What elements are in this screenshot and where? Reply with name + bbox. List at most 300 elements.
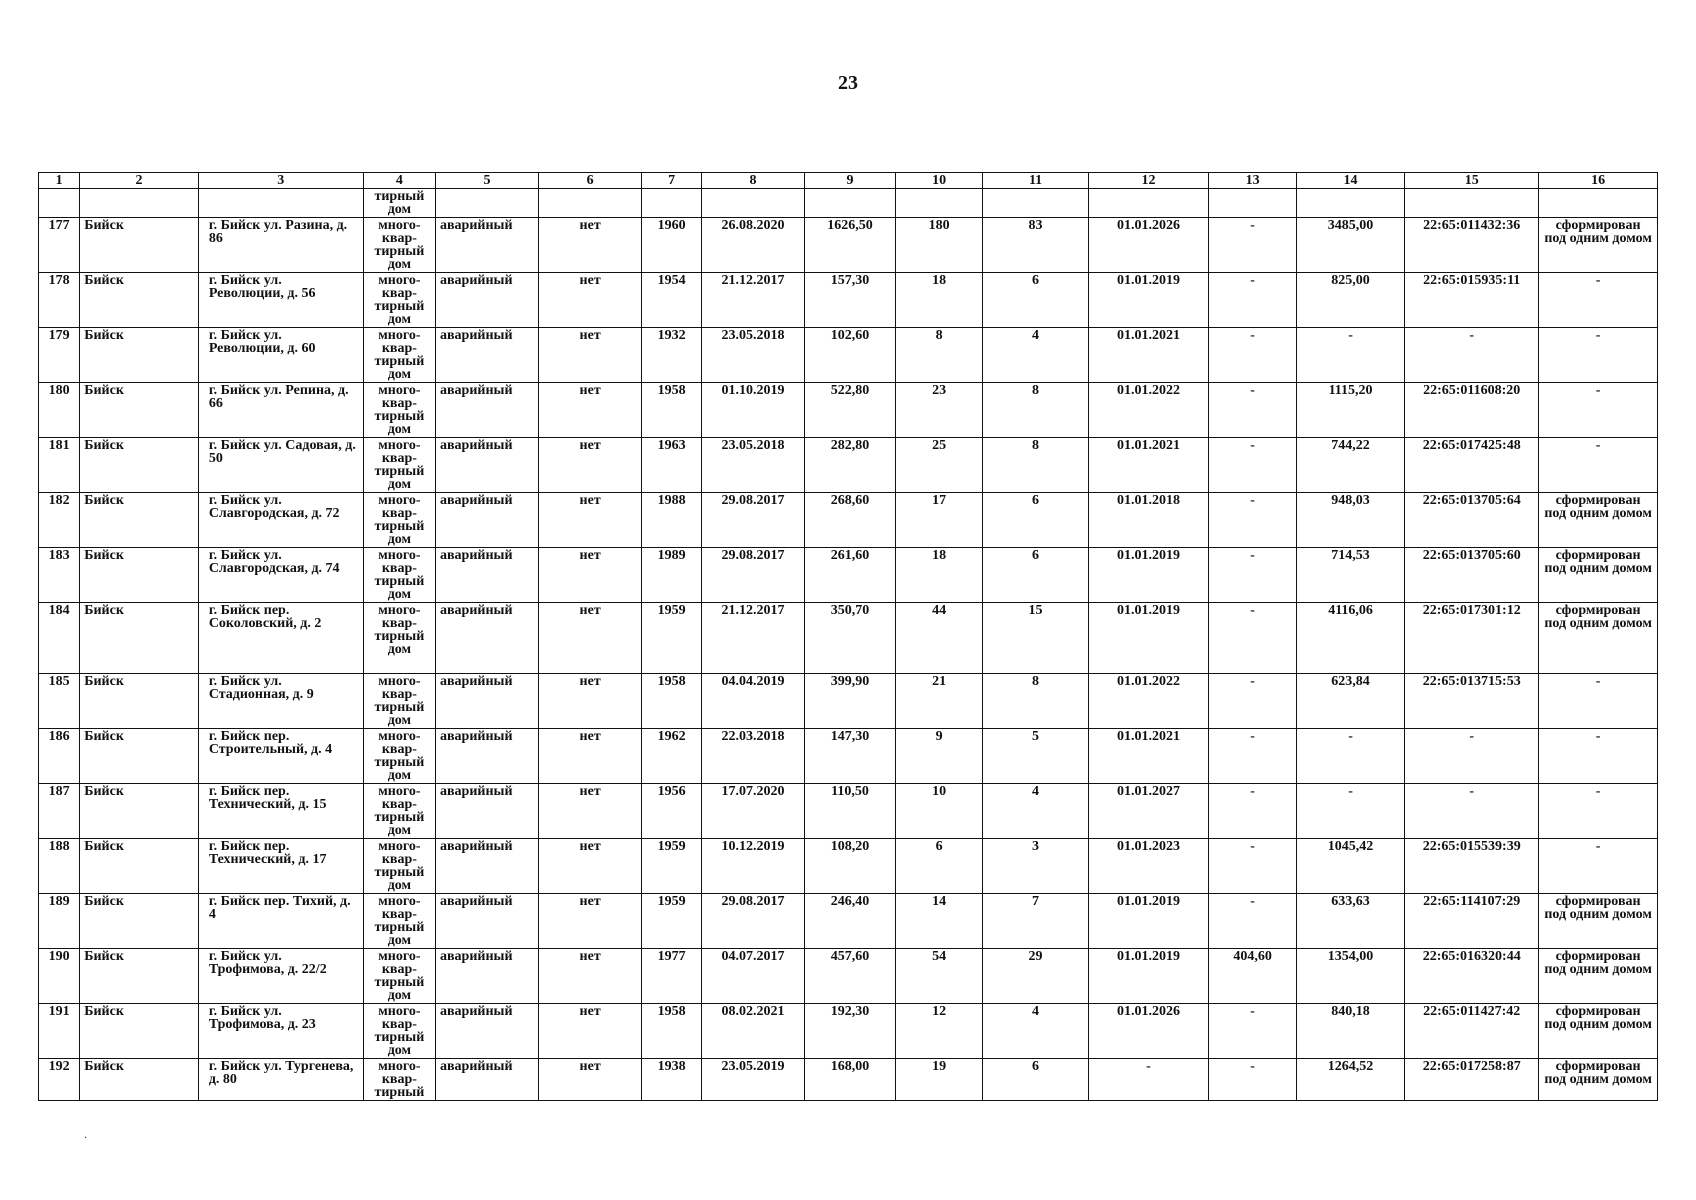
cadastral-number-cell: - bbox=[1405, 784, 1539, 839]
cadastral-number-cell: 22:65:017258:87 bbox=[1405, 1059, 1539, 1101]
year-cell: 1959 bbox=[642, 603, 702, 674]
type-line: тирный bbox=[374, 519, 425, 534]
type-line: тирный bbox=[374, 1085, 425, 1100]
row-number: 192 bbox=[39, 1059, 80, 1101]
column-number: 1 bbox=[39, 173, 80, 189]
type-line: дом bbox=[387, 202, 412, 217]
note-cell: сформирован под одним домом bbox=[1539, 894, 1658, 949]
cadastral-number-cell: 22:65:013705:64 bbox=[1405, 493, 1539, 548]
type-line: тирный bbox=[374, 700, 425, 715]
type-line: дом bbox=[387, 477, 412, 492]
land-area-cell: 1354,00 bbox=[1296, 949, 1404, 1004]
address-cell: г. Бийск ул. Садовая, д. 50 bbox=[198, 438, 363, 493]
deadline-cell: 01.01.2022 bbox=[1088, 674, 1209, 729]
note-cell: сформирован под одним домом bbox=[1539, 603, 1658, 674]
land-area-cell: 840,18 bbox=[1296, 1004, 1404, 1059]
type-line: квар- bbox=[381, 907, 417, 922]
table-row bbox=[39, 273, 1658, 328]
column-number: 9 bbox=[805, 173, 896, 189]
column-number: 16 bbox=[1539, 173, 1658, 189]
city-cell: Бийск bbox=[80, 328, 199, 383]
land-area-cell: 714,53 bbox=[1296, 548, 1404, 603]
flag-cell: нет bbox=[539, 218, 642, 273]
page-number: 23 bbox=[838, 72, 858, 94]
area-cell: 102,60 bbox=[805, 328, 896, 383]
city-cell: Бийск bbox=[80, 603, 199, 674]
type-line: дом bbox=[387, 312, 412, 327]
residents-cell: 23 bbox=[895, 383, 983, 438]
land-area-cell: - bbox=[1296, 729, 1404, 784]
column-number-row bbox=[39, 173, 1658, 189]
date-cell: 01.10.2019 bbox=[701, 383, 804, 438]
note-cell: - bbox=[1539, 383, 1658, 438]
date-cell: 23.05.2018 bbox=[701, 328, 804, 383]
column-13-cell: - bbox=[1209, 603, 1297, 674]
address-cell: г. Бийск пер. Соколовский, д. 2 bbox=[198, 603, 363, 674]
status-cell: аварийный bbox=[435, 603, 538, 674]
date-cell: 29.08.2017 bbox=[701, 548, 804, 603]
cell bbox=[1209, 189, 1297, 218]
year-cell: 1958 bbox=[642, 383, 702, 438]
date-cell: 04.04.2019 bbox=[701, 674, 804, 729]
type-line: много- bbox=[378, 493, 421, 508]
type-line: квар- bbox=[381, 797, 417, 812]
year-cell: 1959 bbox=[642, 894, 702, 949]
row-number: 183 bbox=[39, 548, 80, 603]
residents-cell: 18 bbox=[895, 548, 983, 603]
type-line: много- bbox=[378, 1059, 421, 1074]
date-cell: 17.07.2020 bbox=[701, 784, 804, 839]
note-cell: - bbox=[1539, 674, 1658, 729]
row-number: 181 bbox=[39, 438, 80, 493]
address-cell: г. Бийск ул. Тургенева, д. 80 bbox=[198, 1059, 363, 1101]
type-line: квар- bbox=[381, 1017, 417, 1032]
flag-cell: нет bbox=[539, 949, 642, 1004]
address-cell: г. Бийск пер. Строительный, д. 4 bbox=[198, 729, 363, 784]
column-13-cell: - bbox=[1209, 839, 1297, 894]
type-line: квар- bbox=[381, 341, 417, 356]
row-number: 191 bbox=[39, 1004, 80, 1059]
type-line: много- bbox=[378, 784, 421, 799]
type-line: квар- bbox=[381, 451, 417, 466]
deadline-cell: 01.01.2019 bbox=[1088, 949, 1209, 1004]
cell bbox=[805, 189, 896, 218]
note-cell: сформирован под одним домом bbox=[1539, 218, 1658, 273]
city-cell: Бийск bbox=[80, 674, 199, 729]
building-type-cell bbox=[363, 328, 435, 383]
column-13-cell: - bbox=[1209, 273, 1297, 328]
column-number: 10 bbox=[895, 173, 983, 189]
row-number: 177 bbox=[39, 218, 80, 273]
rooms-cell: 6 bbox=[983, 548, 1088, 603]
residents-cell: 6 bbox=[895, 839, 983, 894]
area-cell: 168,00 bbox=[805, 1059, 896, 1101]
cadastral-number-cell: 22:65:114107:29 bbox=[1405, 894, 1539, 949]
column-number: 7 bbox=[642, 173, 702, 189]
row-number: 187 bbox=[39, 784, 80, 839]
rooms-cell: 4 bbox=[983, 328, 1088, 383]
cadastral-number-cell: 22:65:015935:11 bbox=[1405, 273, 1539, 328]
flag-cell: нет bbox=[539, 1004, 642, 1059]
flag-cell: нет bbox=[539, 729, 642, 784]
column-13-cell: - bbox=[1209, 218, 1297, 273]
column-13-cell: - bbox=[1209, 328, 1297, 383]
residents-cell: 10 bbox=[895, 784, 983, 839]
emergency-housing-table bbox=[38, 172, 1658, 1101]
residents-cell: 54 bbox=[895, 949, 983, 1004]
deadline-cell: 01.01.2023 bbox=[1088, 839, 1209, 894]
type-line: дом bbox=[387, 713, 412, 728]
building-type-cell bbox=[363, 729, 435, 784]
column-number: 15 bbox=[1405, 173, 1539, 189]
city-cell: Бийск bbox=[80, 548, 199, 603]
column-13-cell: - bbox=[1209, 784, 1297, 839]
table-row bbox=[39, 218, 1658, 273]
type-line: тирный bbox=[374, 354, 425, 369]
flag-cell: нет bbox=[539, 493, 642, 548]
date-cell: 10.12.2019 bbox=[701, 839, 804, 894]
type-line: тирный bbox=[374, 189, 425, 204]
city-cell: Бийск bbox=[80, 218, 199, 273]
building-type-cell bbox=[363, 218, 435, 273]
status-cell: аварийный bbox=[435, 894, 538, 949]
rooms-cell: 6 bbox=[983, 493, 1088, 548]
year-cell: 1963 bbox=[642, 438, 702, 493]
building-type-cell bbox=[363, 603, 435, 674]
column-number: 4 bbox=[363, 173, 435, 189]
type-line: дом bbox=[387, 257, 412, 272]
row-number: 179 bbox=[39, 328, 80, 383]
year-cell: 1960 bbox=[642, 218, 702, 273]
building-type-cell bbox=[363, 949, 435, 1004]
year-cell: 1989 bbox=[642, 548, 702, 603]
building-type-tail bbox=[363, 189, 435, 218]
type-line: тирный bbox=[374, 810, 425, 825]
residents-cell: 19 bbox=[895, 1059, 983, 1101]
status-cell: аварийный bbox=[435, 729, 538, 784]
type-line: дом bbox=[387, 1043, 412, 1058]
rooms-cell: 4 bbox=[983, 1004, 1088, 1059]
building-type-cell bbox=[363, 784, 435, 839]
deadline-cell: 01.01.2019 bbox=[1088, 548, 1209, 603]
city-cell: Бийск bbox=[80, 839, 199, 894]
date-cell: 29.08.2017 bbox=[701, 493, 804, 548]
address-cell: г. Бийск ул. Стадионная, д. 9 bbox=[198, 674, 363, 729]
note-cell: - bbox=[1539, 729, 1658, 784]
type-line: квар- bbox=[381, 962, 417, 977]
table-row bbox=[39, 729, 1658, 784]
date-cell: 21.12.2017 bbox=[701, 273, 804, 328]
cadastral-number-cell: 22:65:017301:12 bbox=[1405, 603, 1539, 674]
flag-cell: нет bbox=[539, 548, 642, 603]
area-cell: 282,80 bbox=[805, 438, 896, 493]
building-type-cell bbox=[363, 1004, 435, 1059]
rooms-cell: 8 bbox=[983, 438, 1088, 493]
note-cell: сформирован под одним домом bbox=[1539, 1004, 1658, 1059]
type-line: тирный bbox=[374, 975, 425, 990]
note-cell: сформирован под одним домом bbox=[1539, 949, 1658, 1004]
status-cell: аварийный bbox=[435, 273, 538, 328]
address-cell: г. Бийск ул. Славгородская, д. 74 bbox=[198, 548, 363, 603]
year-cell: 1977 bbox=[642, 949, 702, 1004]
residents-cell: 44 bbox=[895, 603, 983, 674]
type-line: дом bbox=[387, 878, 412, 893]
type-line: тирный bbox=[374, 865, 425, 880]
address-cell: г. Бийск ул. Трофимова, д. 23 bbox=[198, 1004, 363, 1059]
building-type-cell bbox=[363, 438, 435, 493]
city-cell: Бийск bbox=[80, 894, 199, 949]
address-cell: г. Бийск пер. Технический, д. 17 bbox=[198, 839, 363, 894]
area-cell: 1626,50 bbox=[805, 218, 896, 273]
building-type-cell bbox=[363, 273, 435, 328]
column-number: 11 bbox=[983, 173, 1088, 189]
residents-cell: 12 bbox=[895, 1004, 983, 1059]
table-row bbox=[39, 493, 1658, 548]
column-number: 13 bbox=[1209, 173, 1297, 189]
land-area-cell: 1115,20 bbox=[1296, 383, 1404, 438]
column-13-cell: - bbox=[1209, 548, 1297, 603]
type-line: много- bbox=[378, 674, 421, 689]
status-cell: аварийный bbox=[435, 949, 538, 1004]
type-line: много- bbox=[378, 273, 421, 288]
row-number: 182 bbox=[39, 493, 80, 548]
type-line: много- bbox=[378, 548, 421, 563]
column-number: 2 bbox=[80, 173, 199, 189]
row-number: 186 bbox=[39, 729, 80, 784]
type-line: много- bbox=[378, 438, 421, 453]
rooms-cell: 6 bbox=[983, 1059, 1088, 1101]
residents-cell: 17 bbox=[895, 493, 983, 548]
type-line: тирный bbox=[374, 464, 425, 479]
table-row bbox=[39, 784, 1658, 839]
land-area-cell: - bbox=[1296, 784, 1404, 839]
column-number: 5 bbox=[435, 173, 538, 189]
rooms-cell: 8 bbox=[983, 674, 1088, 729]
cell bbox=[539, 189, 642, 218]
cell bbox=[198, 189, 363, 218]
column-13-cell: - bbox=[1209, 674, 1297, 729]
column-13-cell: - bbox=[1209, 383, 1297, 438]
date-cell: 26.08.2020 bbox=[701, 218, 804, 273]
note-cell: - bbox=[1539, 328, 1658, 383]
deadline-cell: 01.01.2026 bbox=[1088, 218, 1209, 273]
building-type-cell bbox=[363, 548, 435, 603]
table-row bbox=[39, 1059, 1658, 1101]
rooms-cell: 8 bbox=[983, 383, 1088, 438]
address-cell: г. Бийск ул. Трофимова, д. 22/2 bbox=[198, 949, 363, 1004]
cell bbox=[983, 189, 1088, 218]
type-line: дом bbox=[387, 988, 412, 1003]
column-number: 12 bbox=[1088, 173, 1209, 189]
building-type-cell bbox=[363, 674, 435, 729]
type-line: дом bbox=[387, 532, 412, 547]
cadastral-number-cell: 22:65:017425:48 bbox=[1405, 438, 1539, 493]
year-cell: 1938 bbox=[642, 1059, 702, 1101]
date-cell: 21.12.2017 bbox=[701, 603, 804, 674]
deadline-cell: 01.01.2018 bbox=[1088, 493, 1209, 548]
land-area-cell: 948,03 bbox=[1296, 493, 1404, 548]
type-line: много- bbox=[378, 949, 421, 964]
residents-cell: 25 bbox=[895, 438, 983, 493]
type-line: квар- bbox=[381, 616, 417, 631]
area-cell: 108,20 bbox=[805, 839, 896, 894]
column-13-cell: 404,60 bbox=[1209, 949, 1297, 1004]
table-row bbox=[39, 894, 1658, 949]
flag-cell: нет bbox=[539, 839, 642, 894]
land-area-cell: 1045,42 bbox=[1296, 839, 1404, 894]
deadline-cell: 01.01.2026 bbox=[1088, 1004, 1209, 1059]
table-row bbox=[39, 603, 1658, 674]
type-line: много- bbox=[378, 729, 421, 744]
column-13-cell: - bbox=[1209, 1059, 1297, 1101]
land-area-cell: 4116,06 bbox=[1296, 603, 1404, 674]
residents-cell: 8 bbox=[895, 328, 983, 383]
table-row bbox=[39, 674, 1658, 729]
flag-cell: нет bbox=[539, 273, 642, 328]
cell bbox=[1405, 189, 1539, 218]
column-number: 8 bbox=[701, 173, 804, 189]
year-cell: 1954 bbox=[642, 273, 702, 328]
cadastral-number-cell: - bbox=[1405, 328, 1539, 383]
type-line: квар- bbox=[381, 506, 417, 521]
city-cell: Бийск bbox=[80, 273, 199, 328]
table-row bbox=[39, 949, 1658, 1004]
table-row bbox=[39, 438, 1658, 493]
type-line: квар- bbox=[381, 1072, 417, 1087]
building-type-cell bbox=[363, 1059, 435, 1101]
city-cell: Бийск bbox=[80, 729, 199, 784]
column-number: 14 bbox=[1296, 173, 1404, 189]
city-cell: Бийск bbox=[80, 1004, 199, 1059]
cadastral-number-cell: - bbox=[1405, 729, 1539, 784]
note-cell: - bbox=[1539, 438, 1658, 493]
flag-cell: нет bbox=[539, 328, 642, 383]
type-line: дом bbox=[387, 823, 412, 838]
status-cell: аварийный bbox=[435, 438, 538, 493]
type-line: много- bbox=[378, 218, 421, 233]
note-cell: сформирован под одним домом bbox=[1539, 493, 1658, 548]
deadline-cell: - bbox=[1088, 1059, 1209, 1101]
status-cell: аварийный bbox=[435, 218, 538, 273]
area-cell: 261,60 bbox=[805, 548, 896, 603]
address-cell: г. Бийск ул. Революции, д. 56 bbox=[198, 273, 363, 328]
flag-cell: нет bbox=[539, 438, 642, 493]
rooms-cell: 6 bbox=[983, 273, 1088, 328]
cadastral-number-cell: 22:65:013705:60 bbox=[1405, 548, 1539, 603]
cadastral-number-cell: 22:65:015539:39 bbox=[1405, 839, 1539, 894]
cadastral-number-cell: 22:65:016320:44 bbox=[1405, 949, 1539, 1004]
row-number: 190 bbox=[39, 949, 80, 1004]
city-cell: Бийск bbox=[80, 383, 199, 438]
type-line: дом bbox=[387, 422, 412, 437]
rooms-cell: 83 bbox=[983, 218, 1088, 273]
table-row bbox=[39, 328, 1658, 383]
type-line: тирный bbox=[374, 409, 425, 424]
city-cell: Бийск bbox=[80, 438, 199, 493]
cadastral-number-cell: 22:65:011427:42 bbox=[1405, 1004, 1539, 1059]
area-cell: 157,30 bbox=[805, 273, 896, 328]
address-cell: г. Бийск ул. Разина, д. 86 bbox=[198, 218, 363, 273]
type-line: квар- bbox=[381, 396, 417, 411]
column-number: 6 bbox=[539, 173, 642, 189]
rooms-cell: 29 bbox=[983, 949, 1088, 1004]
area-cell: 192,30 bbox=[805, 1004, 896, 1059]
address-cell: г. Бийск пер. Тихий, д. 4 bbox=[198, 894, 363, 949]
area-cell: 522,80 bbox=[805, 383, 896, 438]
type-line: много- bbox=[378, 603, 421, 618]
status-cell: аварийный bbox=[435, 784, 538, 839]
year-cell: 1988 bbox=[642, 493, 702, 548]
cadastral-number-cell: 22:65:011432:36 bbox=[1405, 218, 1539, 273]
flag-cell: нет bbox=[539, 894, 642, 949]
table-row bbox=[39, 1004, 1658, 1059]
column-13-cell: - bbox=[1209, 894, 1297, 949]
type-line: тирный bbox=[374, 299, 425, 314]
area-cell: 246,40 bbox=[805, 894, 896, 949]
land-area-cell: 744,22 bbox=[1296, 438, 1404, 493]
year-cell: 1958 bbox=[642, 1004, 702, 1059]
status-cell: аварийный bbox=[435, 493, 538, 548]
type-line: дом bbox=[387, 642, 412, 657]
deadline-cell: 01.01.2019 bbox=[1088, 273, 1209, 328]
status-cell: аварийный bbox=[435, 328, 538, 383]
residents-cell: 21 bbox=[895, 674, 983, 729]
type-line: квар- bbox=[381, 687, 417, 702]
date-cell: 29.08.2017 bbox=[701, 894, 804, 949]
type-line: много- bbox=[378, 328, 421, 343]
deadline-cell: 01.01.2019 bbox=[1088, 603, 1209, 674]
rooms-cell: 7 bbox=[983, 894, 1088, 949]
type-line: тирный bbox=[374, 1030, 425, 1045]
cell bbox=[642, 189, 702, 218]
type-line: тирный bbox=[374, 920, 425, 935]
type-line: дом bbox=[387, 367, 412, 382]
area-cell: 399,90 bbox=[805, 674, 896, 729]
type-line: дом bbox=[387, 933, 412, 948]
date-cell: 08.02.2021 bbox=[701, 1004, 804, 1059]
city-cell: Бийск bbox=[80, 949, 199, 1004]
deadline-cell: 01.01.2019 bbox=[1088, 894, 1209, 949]
row-number: 185 bbox=[39, 674, 80, 729]
status-cell: аварийный bbox=[435, 383, 538, 438]
type-line: много- bbox=[378, 383, 421, 398]
row-number: 189 bbox=[39, 894, 80, 949]
note-cell: сформирован под одним домом bbox=[1539, 1059, 1658, 1101]
cell bbox=[1539, 189, 1658, 218]
cell bbox=[701, 189, 804, 218]
cell bbox=[1296, 189, 1404, 218]
year-cell: 1962 bbox=[642, 729, 702, 784]
year-cell: 1959 bbox=[642, 839, 702, 894]
flag-cell: нет bbox=[539, 383, 642, 438]
status-cell: аварийный bbox=[435, 548, 538, 603]
land-area-cell: 825,00 bbox=[1296, 273, 1404, 328]
note-cell: - bbox=[1539, 784, 1658, 839]
type-line: квар- bbox=[381, 852, 417, 867]
area-cell: 110,50 bbox=[805, 784, 896, 839]
residents-cell: 14 bbox=[895, 894, 983, 949]
year-cell: 1932 bbox=[642, 328, 702, 383]
area-cell: 268,60 bbox=[805, 493, 896, 548]
type-line: тирный bbox=[374, 574, 425, 589]
table-row bbox=[39, 839, 1658, 894]
address-cell: г. Бийск пер. Технический, д. 15 bbox=[198, 784, 363, 839]
city-cell: Бийск bbox=[80, 1059, 199, 1101]
type-line: квар- bbox=[381, 561, 417, 576]
row-number: 184 bbox=[39, 603, 80, 674]
status-cell: аварийный bbox=[435, 1004, 538, 1059]
rooms-cell: 15 bbox=[983, 603, 1088, 674]
